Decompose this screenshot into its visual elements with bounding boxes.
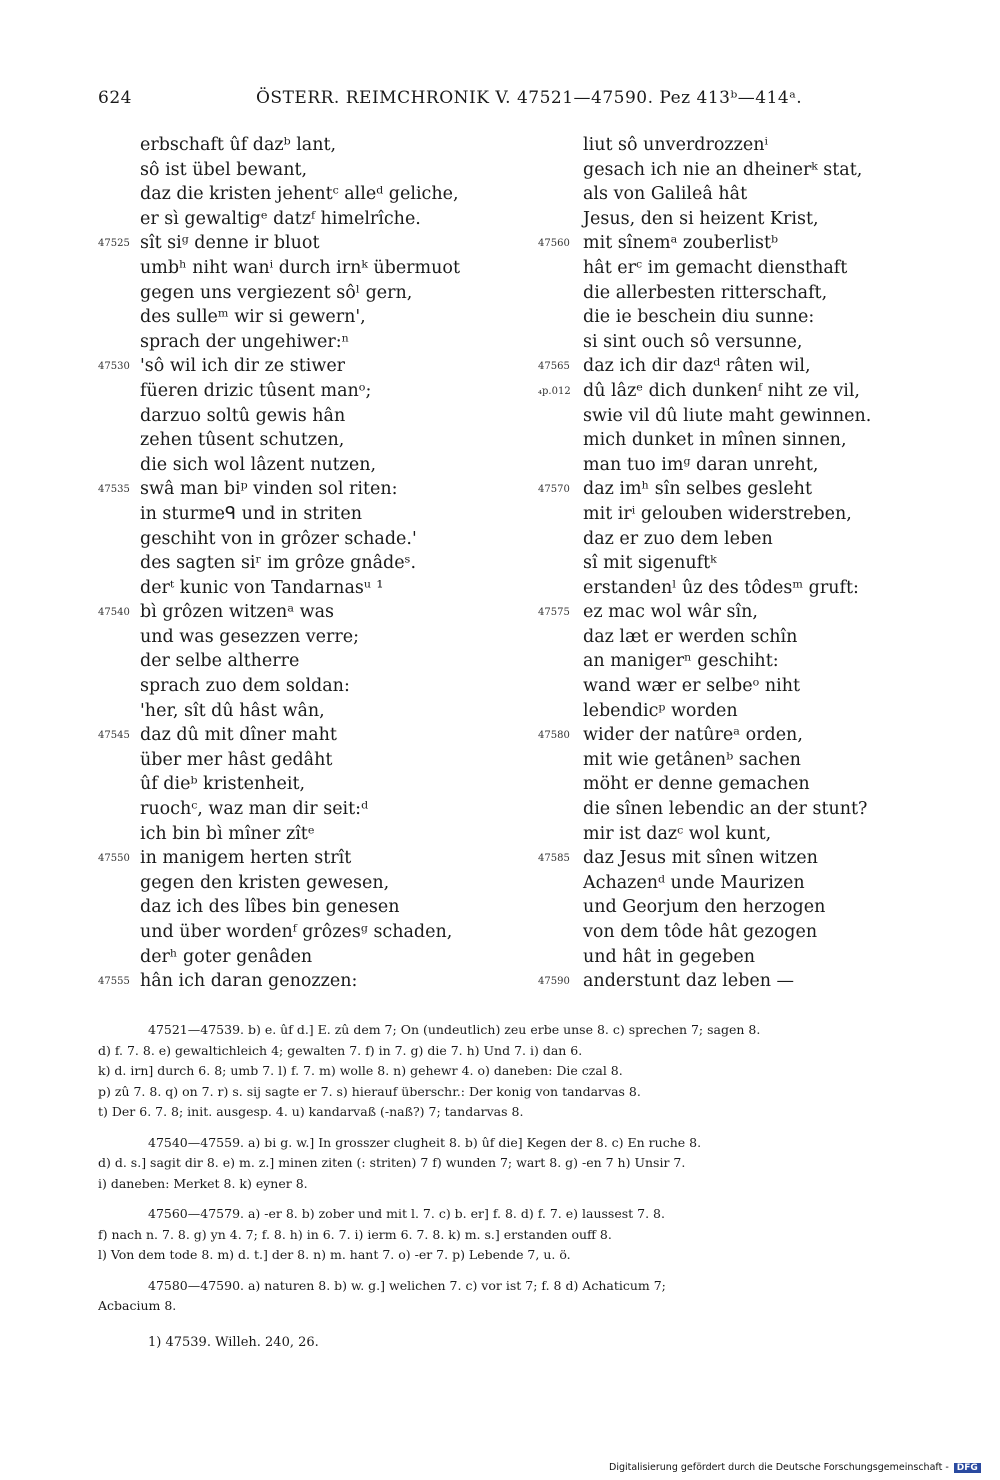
- critical-apparatus: [98, 1020, 960, 1327]
- verse-line: [538, 895, 958, 920]
- verse-text: die allerbesten ritterschaft,: [583, 282, 828, 303]
- apparatus-line: l) Von dem tode 8. m) d. t.] der 8. n) m. hant 7. o) -er 7. p) Lebende 7, u. ö.: [98, 1247, 571, 1262]
- verse-line: [98, 600, 528, 625]
- verse-line: [538, 428, 958, 453]
- verse-text: gegen uns vergiezent sôˡ gern,: [140, 282, 413, 303]
- verse-text: dû lâzᵉ dich dunkenᶠ niht ze vil,: [583, 380, 860, 401]
- verse-line: [538, 477, 958, 502]
- banner-text: Digitalisierung gefördert durch die Deutsche Forschungsgemeinschaft -: [609, 1462, 949, 1473]
- verse-line: [98, 477, 528, 502]
- verse-text: daz ich dir dazᵈ râten wil,: [583, 356, 811, 377]
- apparatus-line: i) daneben: Merket 8. k) eyner 8.: [98, 1175, 308, 1191]
- verse-line: [538, 797, 958, 822]
- verse-line: [98, 969, 528, 994]
- line-number: 47540: [98, 607, 130, 619]
- verse-text: zehen tûsent schutzen,: [140, 430, 345, 451]
- verse-text: ez mac wol wâr sîn,: [583, 602, 758, 623]
- line-number: 47560: [538, 238, 570, 250]
- line-number: 47555: [98, 976, 130, 988]
- verse-line: [98, 305, 528, 330]
- verse-text: sî mit sigenuftᵏ: [583, 553, 717, 574]
- verse-text: gegen den kristen gewesen,: [140, 872, 390, 893]
- verse-line: [538, 453, 958, 478]
- verse-text: mit sînemᵃ zouberlistᵇ: [583, 233, 779, 254]
- footnote: 1) 47539. Willeh. 240, 26.: [148, 1335, 319, 1350]
- verse-text: swie vil dû liute maht gewinnen.: [583, 405, 872, 426]
- verse-text: Achazenᵈ unde Maurizen: [583, 872, 805, 893]
- verse-line: [98, 772, 528, 797]
- verse-text: füeren drizic tûsent manᵒ;: [140, 380, 372, 401]
- apparatus-line: 47521—47539. b) e. ûf d.] E. zû dem 7; On (undeutlich) zeu erbe unse 8. c) sprechen 7; sagen 8.: [148, 1022, 761, 1037]
- apparatus-line: d) f. 7. 8. e) gewaltichleich 4; gewalten 7. f) in 7. g) die 7. h) Und 7. i) dan 6.: [98, 1042, 583, 1058]
- line-number: 47585: [538, 853, 570, 865]
- verse-text: umbʰ niht wanⁱ durch irnᵏ übermuot: [140, 257, 460, 278]
- apparatus-line: k) d. irn] durch 6. 8; umb 7. l) f. 7. m) wolle 8. n) gehewr 4. o) daneben: Die czal 8.: [98, 1063, 623, 1078]
- verse-text: er sì gewaltigᵉ datzᶠ himelrîche.: [140, 208, 421, 229]
- verse-line: [98, 551, 528, 576]
- verse-line: [538, 822, 958, 847]
- verse-line: [98, 502, 528, 527]
- apparatus-block: [98, 1020, 960, 1123]
- verse-line: [538, 748, 958, 773]
- page-number: 624: [98, 88, 132, 108]
- verse-line: [538, 600, 958, 625]
- verse-line: [98, 649, 528, 674]
- verse-text: bì grôzen witzenᵃ was: [140, 602, 335, 623]
- right-verse-column: [538, 133, 958, 994]
- verse-text: in sturmeᑫ und in striten: [140, 503, 362, 524]
- verse-line: [98, 133, 528, 158]
- verse-line: [538, 772, 958, 797]
- verse-text: mir ist dazᶜ wol kunt,: [583, 823, 772, 844]
- verse-text: der selbe altherre: [140, 651, 300, 672]
- verse-text: geschiht von in grôzer schade.': [140, 528, 417, 549]
- verse-text: ich bin bì mîner zîtᵉ: [140, 823, 315, 844]
- line-number: 47525: [98, 238, 130, 250]
- verse-line: [538, 207, 958, 232]
- verse-line: [98, 404, 528, 429]
- verse-text: darzuo soltû gewis hân: [140, 405, 346, 426]
- verse-text: des sulleᵐ wir si gewern',: [140, 307, 366, 328]
- verse-text: 'her, sît dû hâst wân,: [140, 700, 325, 721]
- verse-line: [538, 551, 958, 576]
- verse-line: [538, 158, 958, 183]
- verse-line: [98, 428, 528, 453]
- verse-text: mit irⁱ gelouben widerstreben,: [583, 503, 852, 524]
- verse-line: [538, 527, 958, 552]
- verse-line: [538, 846, 958, 871]
- apparatus-block: [98, 1204, 960, 1266]
- verse-line: [98, 822, 528, 847]
- verse-text: möht er denne gemachen: [583, 774, 810, 795]
- verse-text: anderstunt daz leben —: [583, 971, 795, 992]
- verse-line: [538, 133, 958, 158]
- verse-text: Jesus, den si heizent Krist,: [583, 208, 819, 229]
- verse-line: [98, 945, 528, 970]
- verse-text: mich dunket in mînen sinnen,: [583, 430, 847, 451]
- verse-text: die sînen lebendic an der stunt?: [583, 799, 868, 820]
- apparatus-line: Acbacium 8.: [98, 1298, 177, 1313]
- verse-text: sît siᵍ denne ir bluot: [140, 233, 320, 254]
- line-number: 47550: [98, 853, 130, 865]
- verse-line: [98, 231, 528, 256]
- line-number: 47535: [98, 484, 130, 496]
- verse-text: von dem tôde hât gezogen: [583, 922, 818, 942]
- verse-text: erstandenˡ ûz des tôdesᵐ gruft:: [583, 577, 859, 598]
- apparatus-line: f) nach n. 7. 8. g) yn 4. 7; f. 8. h) in 6. 7. i) ierm 6. 7. 8. k) m. s.] erstanden ouff 8.: [98, 1226, 612, 1242]
- verse-line: [98, 158, 528, 183]
- verse-line: [538, 354, 958, 379]
- verse-text: als von Galileâ hât: [583, 184, 748, 205]
- verse-line: [538, 920, 958, 945]
- verse-line: [98, 330, 528, 355]
- verse-text: wand wær er selbeᵒ niht: [583, 676, 801, 697]
- apparatus-block: [98, 1133, 960, 1195]
- verse-text: über mer hâst gedâht: [140, 749, 333, 770]
- verse-line: [538, 649, 958, 674]
- verse-text: si sint ouch sô versunne,: [583, 331, 803, 352]
- apparatus-line: d) d. s.] sagit dir 8. e) m. z.] minen ziten (: striten) 7 f) wunden 7; wart 8. g) -en 7 h) Unsir 7.: [98, 1155, 686, 1170]
- line-number: 47565: [538, 361, 570, 373]
- line-number: 47530: [98, 361, 130, 373]
- verse-line: [98, 576, 528, 601]
- verse-line: [98, 354, 528, 379]
- verse-line: [98, 281, 528, 306]
- verse-line: [98, 797, 528, 822]
- verse-line: [538, 723, 958, 748]
- apparatus-line: 47540—47559. a) bi g. w.] In grosszer clugheit 8. b) ûf die] Kegen der 8. c) En ruche 8.: [148, 1134, 702, 1150]
- verse-text: derᵗ kunic von Tandarnasᵘ ¹: [140, 577, 384, 598]
- line-number: 47545: [98, 730, 130, 742]
- verse-line: [538, 182, 958, 207]
- verse-line: [98, 625, 528, 650]
- verse-line: [538, 699, 958, 724]
- verse-line: [98, 723, 528, 748]
- verse-line: [538, 379, 958, 404]
- verse-line: [98, 256, 528, 281]
- page-header: [98, 88, 810, 112]
- verse-text: und über wordenᶠ grôzesᵍ schaden,: [140, 922, 453, 942]
- verse-line: [538, 502, 958, 527]
- verse-text: daz die kristen jehentᶜ alleᵈ geliche,: [140, 184, 459, 205]
- line-number: 47590: [538, 976, 570, 988]
- verse-line: [538, 674, 958, 699]
- verse-text: swâ man biᵖ vinden sol riten:: [140, 479, 398, 500]
- verse-text: liut sô unverdrozzenⁱ: [583, 135, 768, 155]
- verse-text: daz imʰ sîn selbes gesleht: [583, 479, 812, 500]
- line-number: 47570: [538, 484, 570, 496]
- verse-line: [98, 453, 528, 478]
- verse-text: in manigem herten strît: [140, 848, 352, 869]
- apparatus-line: 47560—47579. a) -er 8. b) zober und mit l. 7. c) b. er] f. 8. d) f. 7. e) laussest 7. 8.: [148, 1206, 665, 1221]
- verse-text: die sich wol lâzent nutzen,: [140, 454, 377, 475]
- verse-line: [98, 527, 528, 552]
- verse-line: [538, 871, 958, 896]
- verse-line: [538, 305, 958, 330]
- verse-line: [98, 699, 528, 724]
- verse-line: [538, 330, 958, 355]
- verse-text: hân ich daran genozzen:: [140, 971, 358, 992]
- verse-text: mit wie getânenᵇ sachen: [583, 749, 801, 770]
- verse-line: [538, 256, 958, 281]
- verse-text: 'sô wil ich dir ze stiwer: [140, 356, 346, 377]
- verse-line: [538, 625, 958, 650]
- verse-text: erbschaft ûf dazᵇ lant,: [140, 135, 337, 155]
- line-number: 47580: [538, 730, 570, 742]
- verse-text: die ie beschein diu sunne:: [583, 307, 815, 328]
- verse-text: ruochᶜ, waz man dir seit:ᵈ: [140, 799, 369, 820]
- dfg-logo: DFG: [954, 1463, 981, 1473]
- left-verse-column: [98, 133, 528, 994]
- apparatus-line: t) Der 6. 7. 8; init. ausgesp. 4. u) kandarvaß (-naß?) 7; tandarvas 8.: [98, 1104, 524, 1119]
- line-number: 47575: [538, 607, 570, 619]
- verse-text: sô ist übel bewant,: [140, 159, 308, 180]
- verse-text: hât erᶜ im gemacht diensthaft: [583, 257, 848, 278]
- verse-text: sprach der ungehiwer:ⁿ: [140, 331, 350, 352]
- verse-text: des sagten siʳ im grôze gnâdeˢ.: [140, 553, 417, 574]
- verse-text: derʰ goter genâden: [140, 946, 313, 967]
- verse-text: man tuo imᵍ daran unreht,: [583, 454, 819, 475]
- apparatus-line: p) zû 7. 8. q) on 7. r) s. sij sagte er 7. s) hierauf überschr.: Der konig von tandarvas 8.: [98, 1083, 641, 1099]
- verse-line: [538, 969, 958, 994]
- verse-text: an manigerⁿ geschiht:: [583, 651, 779, 672]
- verse-text: daz er zuo dem leben: [583, 528, 773, 549]
- verse-text: und was gesezzen verre;: [140, 626, 360, 647]
- verse-text: lebendicᵖ worden: [583, 700, 738, 721]
- verse-text: wider der natûreᵃ orden,: [583, 725, 803, 746]
- verse-text: ûf dieᵇ kristenheit,: [140, 774, 306, 795]
- line-number: ₄p.012: [538, 385, 571, 397]
- verse-line: [98, 871, 528, 896]
- verse-line: [98, 379, 528, 404]
- verse-line: [538, 576, 958, 601]
- verse-line: [98, 674, 528, 699]
- verse-line: [98, 207, 528, 232]
- verse-line: [538, 945, 958, 970]
- verse-text: daz dû mit dîner maht: [140, 725, 337, 746]
- verse-line: [98, 846, 528, 871]
- verse-line: [538, 231, 958, 256]
- verse-line: [98, 182, 528, 207]
- verse-text: daz ich des lîbes bin genesen: [140, 897, 400, 918]
- digitization-banner: [609, 1462, 981, 1473]
- apparatus-line: 47580—47590. a) naturen 8. b) w. g.] welichen 7. c) vor ist 7; f. 8 d) Achaticum 7;: [148, 1277, 666, 1293]
- verse-text: gesach ich nie an dheinerᵏ stat,: [583, 159, 863, 180]
- verse-text: daz læt er werden schîn: [583, 626, 798, 647]
- verse-text: und hât in gegeben: [583, 946, 755, 967]
- verse-line: [98, 895, 528, 920]
- verse-line: [538, 281, 958, 306]
- verse-line: [98, 748, 528, 773]
- verse-text: sprach zuo dem soldan:: [140, 676, 350, 697]
- verse-line: [98, 920, 528, 945]
- verse-text: daz Jesus mit sînen witzen: [583, 848, 818, 869]
- running-title: ÖSTERR. REIMCHRONIK V. 47521—47590. Pez 413ᵇ—414ᵃ.: [256, 88, 803, 108]
- apparatus-block: [98, 1276, 960, 1317]
- verse-text: und Georjum den herzogen: [583, 897, 826, 918]
- verse-line: [538, 404, 958, 429]
